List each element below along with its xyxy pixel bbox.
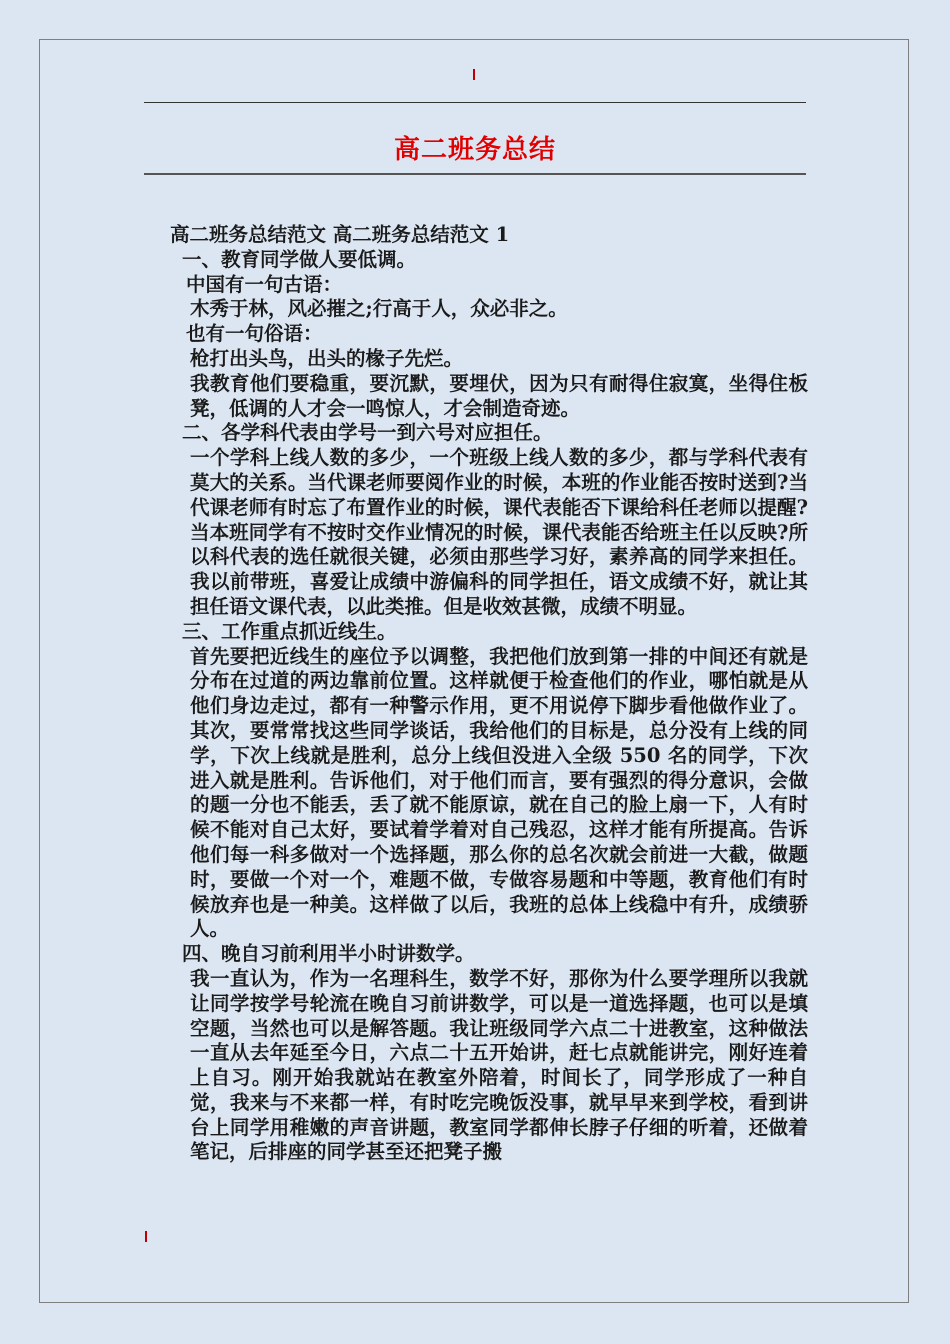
paragraph: 我一直认为，作为一名理科生，数学不好，那你为什么要学理所以我就让同学按学号轮流在晚自习前讲数学，可以是一道选择题，也可以是填空题，当然也可以是解答题。我让班级同学六点二十进教室，这种做法一直从去年延至今日，六点二十五开始讲，赶七点就能讲完，刚好连着上自习。刚开始我就站在教室外陪着，时间长了，同学形成了一种自觉，我来与不来都一样，有时吃完晚饭没事，就早早来到学校，看到讲台上同学用稚嫩的声音讲题，教室同学都伸长脖子仔细的听着，还做着笔记，后排座的同学甚至还把凳子搬 <box>190 966 808 1164</box>
section-heading-1: 一、教育同学做人要低调。 <box>182 247 417 271</box>
section-heading-2: 二、各学科代表由学号一到六号对应担任。 <box>182 421 553 445</box>
quote: 枪打出头鸟，出头的椽子先烂。 <box>190 346 464 370</box>
paragraph: 首先要把近线生的座位予以调整，我把他们放到第一排的中间还有就是分布在过道的两边靠前位置。这样就便于检查他们的作业，哪怕就是从他们身边走过，都有一种警示作用，更不用说停下脚步看他做作业了。其次，要常常找这些同学谈话，我给他们的目标是，总分没有上线的同学，下次上线就是胜利，总分上线但没进入全级 550 名的同学，下次进入就是胜利。告诉他们，对于他们而言，要有强烈的得分意识，会做的题一分也不能丢，丢了就不能原谅，就在自己的脸上扇一下，人有时候不能对自己太好，要试着学着对自己残忍，这样才能有所提高。告诉他们每一科多做对一个选择题，那么你的总名次就会前进一大截，做题时，要做一个对一个，难题不做，专做容易题和中等题，教育他们有时候放弃也是一种美。这样做了以后，我班的总体上线稳中有升，成绩骄人。 <box>190 644 808 941</box>
section-heading-4: 四、晚自习前利用半小时讲数学。 <box>182 942 475 966</box>
paragraph: 我教育他们要稳重，要沉默，要埋伏，因为只有耐得住寂寞，坐得住板凳，低调的人才会一鸣惊人，才会制造奇迹。 <box>190 371 808 420</box>
paragraph: 一个学科上线人数的多少，一个班级上线人数的多少，都与学科代表有莫大的关系。当代课老师要阅作业的时候，本班的作业能否按时送到?当代课老师有时忘了布置作业的时候，课代表能否下课给科任老师以提醒?当本班同学有不按时交作业情况的时候，课代表能否给班主任以反映?所以科代表的选任就很关键，必须由那些学习好，素养高的同学来担任。我以前带班，喜爱让成绩中游偏科的同学担任，语文成绩不好，就让其担任语文课代表，以此类推。但是收效甚微，成绩不明显。 <box>190 446 808 618</box>
paragraph-heading-line: 高二班务总结范文 高二班务总结范文 1 <box>170 223 510 246</box>
document-title: 高二班务总结 <box>393 135 556 165</box>
section-heading-3: 三、工作重点抓近线生。 <box>182 619 397 643</box>
header-rule <box>144 102 806 103</box>
paragraph: 中国有一句古语： <box>186 272 343 296</box>
document-body <box>144 223 808 1165</box>
paragraph: 也有一句俗语： <box>186 322 323 346</box>
footer-marker <box>145 1231 147 1242</box>
title-rule <box>144 173 806 175</box>
quote: 木秀于林，风必摧之;行高于人，众必非之。 <box>190 297 568 321</box>
header-marker <box>473 69 475 80</box>
